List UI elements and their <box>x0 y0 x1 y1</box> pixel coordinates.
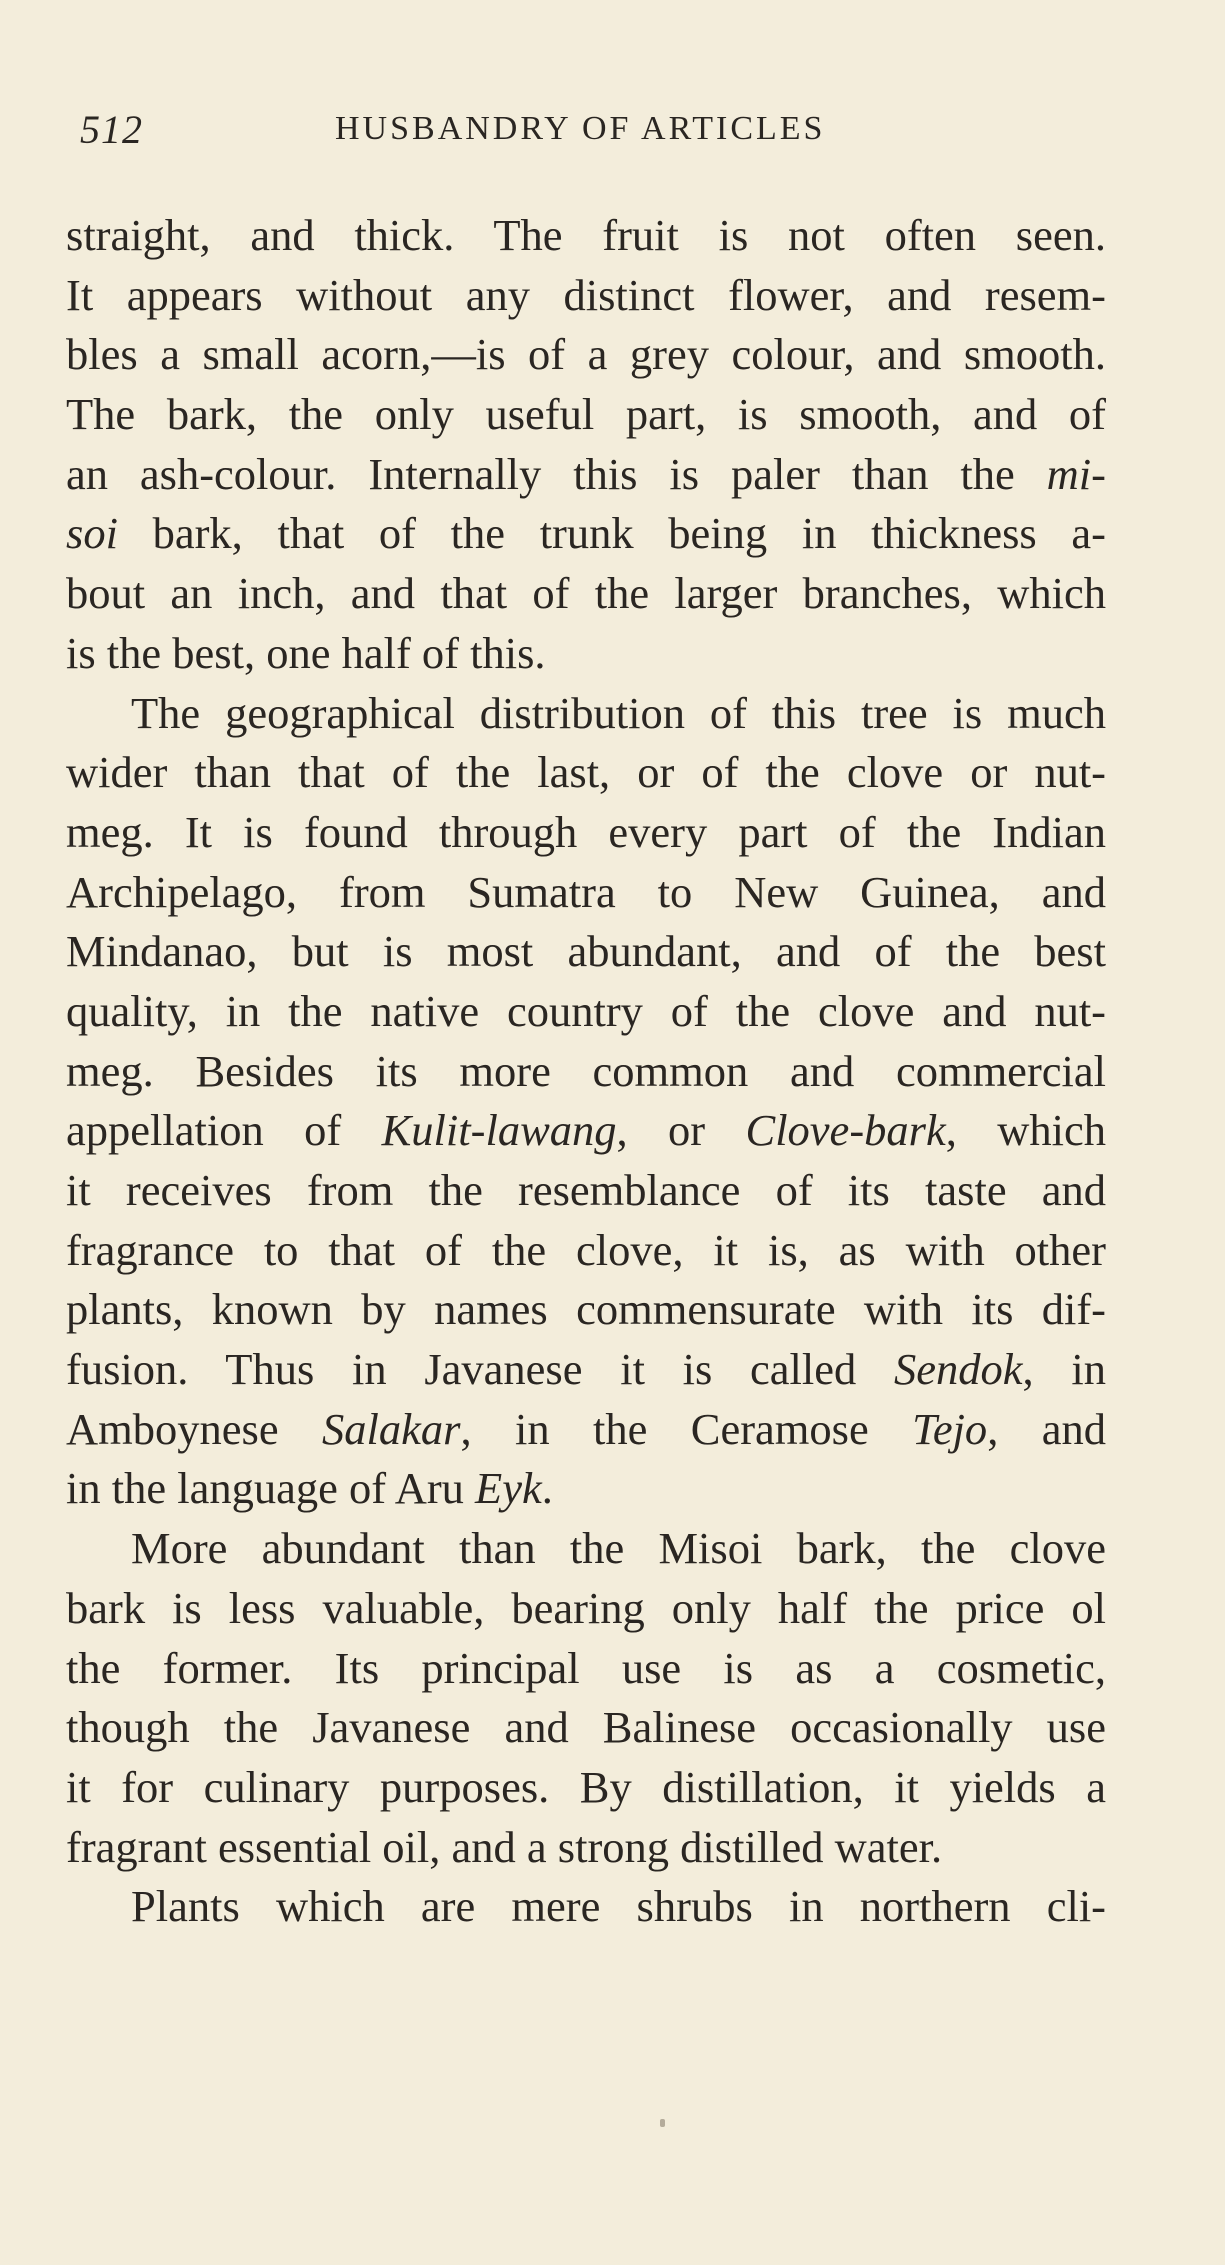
text-line <box>66 1161 1106 1221</box>
text-line <box>66 803 1106 863</box>
text-line <box>66 922 1106 982</box>
italic-term: soi <box>66 508 118 559</box>
text-run: bark is less valuable, bearing only half the price ol <box>66 1582 1106 1633</box>
text-line <box>66 1400 1106 1460</box>
text-line <box>66 1280 1106 1340</box>
text-run: fusion. Thus in Javanese it is called <box>66 1344 895 1395</box>
italic-term: Salakar <box>322 1403 461 1454</box>
text-line <box>66 325 1106 385</box>
text-line <box>66 1818 1106 1878</box>
running-head: HUSBANDRY OF ARTICLES <box>335 110 826 147</box>
text-run: The bark, the only useful part, is smooth, and of <box>66 389 1106 440</box>
text-run: meg. It is found through every part of the Indian <box>66 806 1106 857</box>
text-line <box>66 1101 1106 1161</box>
text-run: Archipelago, from Sumatra to New Guinea, and <box>66 866 1106 917</box>
text-run: More abundant than the Misoi bark, the clove <box>131 1523 1106 1574</box>
text-run: , in <box>1022 1344 1106 1395</box>
text-line <box>66 1042 1106 1102</box>
text-run: quality, in the native country of the clove and nut- <box>66 985 1106 1036</box>
text-line <box>66 863 1106 923</box>
text-line <box>66 1459 1106 1519</box>
italic-term: Clove-bark <box>745 1105 946 1156</box>
text-line <box>66 504 1106 564</box>
text-run: , in the Ceramose <box>460 1403 913 1454</box>
italic-term: mi- <box>1046 448 1106 499</box>
text-run: plants, known by names commensurate with its dif- <box>66 1284 1106 1335</box>
text-line <box>66 1639 1106 1699</box>
text-run: bles a small acorn,—is of a grey colour, and smooth. <box>66 329 1106 380</box>
text-line <box>66 1221 1106 1281</box>
text-run: Mindanao, but is most abundant, and of the best <box>66 926 1106 977</box>
text-line <box>66 1698 1106 1758</box>
text-run: . <box>541 1463 553 1514</box>
text-line <box>66 1340 1106 1400</box>
text-run: straight, and thick. The fruit is not often seen. <box>66 210 1106 260</box>
text-line <box>66 684 1106 744</box>
page-number: 512 <box>80 107 143 152</box>
text-run: it for culinary purposes. By distillation, it yields a <box>66 1761 1106 1812</box>
text-run: an ash-colour. Internally this is paler than the <box>66 448 1047 499</box>
text-run: bark, that of the trunk being in thickness a- <box>117 508 1106 559</box>
text-run: meg. Besides its more common and commercial <box>66 1045 1106 1096</box>
text-line <box>66 624 1106 684</box>
text-line <box>66 1758 1106 1818</box>
text-line <box>66 1519 1106 1579</box>
text-run: , and <box>987 1403 1106 1454</box>
text-line <box>66 564 1106 624</box>
page-header <box>80 106 1160 156</box>
text-run: , or <box>616 1105 746 1156</box>
text-line <box>66 982 1106 1042</box>
body-text <box>66 206 1106 1937</box>
text-run: fragrance to that of the clove, it is, as with other <box>66 1224 1106 1275</box>
text-line <box>66 743 1106 803</box>
text-run: The geographical distribution of this tree is much <box>131 687 1106 738</box>
italic-term: Kulit-lawang <box>381 1105 617 1156</box>
text-run: bout an inch, and that of the larger branches, which <box>66 568 1106 619</box>
text-run: wider than that of the last, or of the clove or nut- <box>66 747 1106 798</box>
text-run: is the best, one half of this. <box>66 627 546 678</box>
text-run: though the Javanese and Balinese occasionally use <box>66 1702 1106 1753</box>
text-run: the former. Its principal use is as a cosmetic, <box>66 1642 1106 1693</box>
text-run: , which <box>945 1105 1106 1156</box>
text-line <box>66 1877 1106 1937</box>
text-run: fragrant essential oil, and a strong distilled water. <box>66 1821 943 1872</box>
ink-speck <box>660 2119 665 2127</box>
text-run: It appears without any distinct flower, and resem- <box>66 269 1106 320</box>
text-line <box>66 266 1106 326</box>
italic-term: Eyk <box>475 1463 542 1514</box>
text-run: Amboynese <box>66 1403 322 1454</box>
italic-term: Sendok <box>894 1344 1023 1395</box>
italic-term: Tejo <box>912 1403 988 1454</box>
text-line <box>66 445 1106 505</box>
text-line <box>66 206 1106 266</box>
text-run: appellation of <box>66 1105 382 1156</box>
text-line <box>66 1579 1106 1639</box>
text-line <box>66 385 1106 445</box>
text-run: in the language of Aru <box>66 1463 476 1514</box>
text-run: it receives from the resemblance of its taste and <box>66 1165 1106 1215</box>
text-run: Plants which are mere shrubs in northern cli- <box>131 1881 1106 1932</box>
